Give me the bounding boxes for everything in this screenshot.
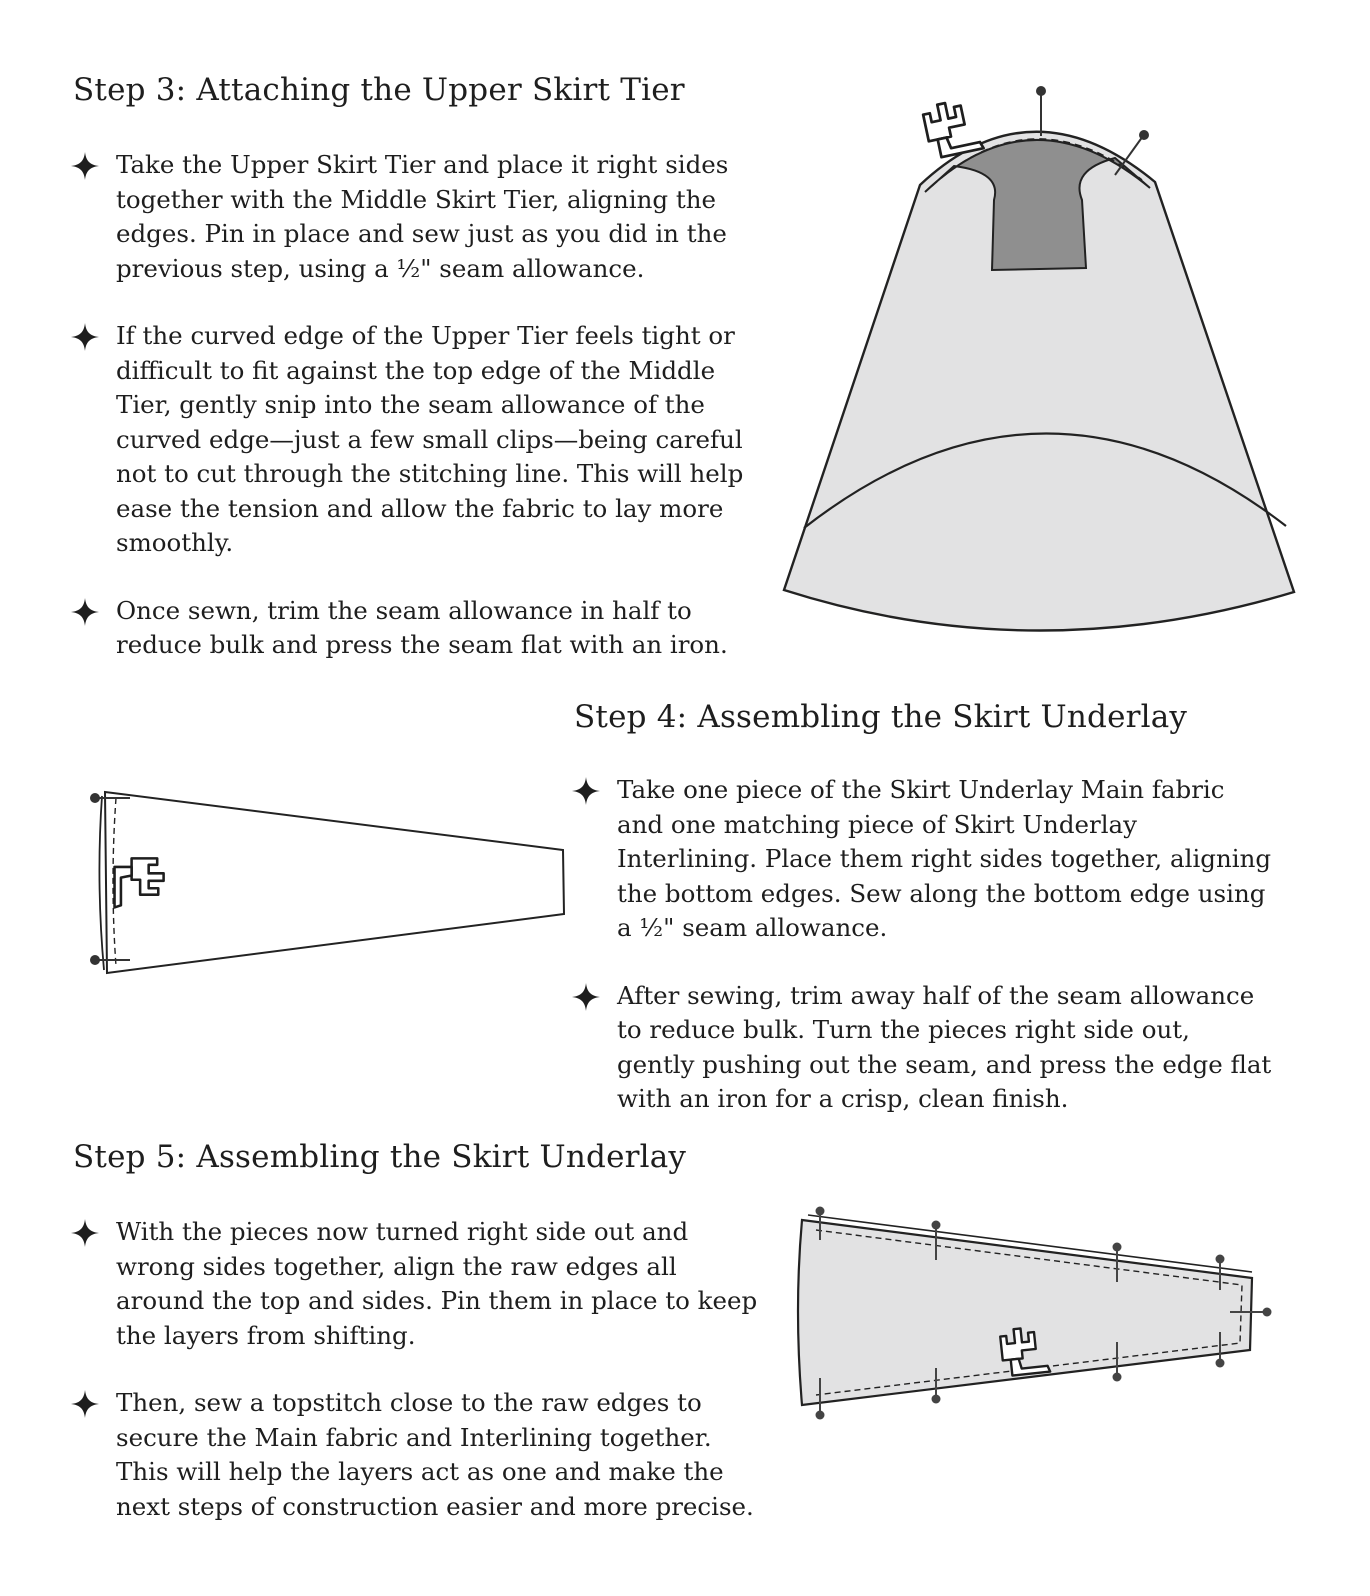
topstitch-underlay-illustration <box>790 1200 1280 1430</box>
step-text: Take one piece of the Skirt Underlay Main fabric and one matching piece of Skirt Underlay Interlining. Place them right sides together, aligning the bottom edges. Sew along the bottom edge using a ½" seam allowance. <box>617 775 1272 942</box>
list-item <box>73 319 763 561</box>
list-item <box>73 594 763 663</box>
step-5-section <box>73 1137 763 1557</box>
four-point-star-bullet-icon <box>70 597 100 627</box>
step-4-list <box>574 773 1274 1117</box>
step-text: Then, sew a topstitch close to the raw edges to secure the Main fabric and Interlining together. This will help the layers act as one and make the next steps of construction easier and more precise. <box>116 1388 754 1521</box>
step-text: If the curved edge of the Upper Tier feels tight or difficult to fit against the top edge of the Middle Tier, gently snip into the seam allowance of the curved edge—just a few small clips—being careful not to cut through the stitching line. This will help ease the tension and allow the fabric to lay more smoothly. <box>116 321 744 557</box>
four-point-star-bullet-icon <box>70 1389 100 1419</box>
underlay-sewing-illustration <box>80 780 580 990</box>
sewing-machine-presser-foot-icon <box>922 97 984 159</box>
list-item <box>73 1215 763 1353</box>
list-item <box>574 979 1274 1117</box>
step-text: With the pieces now turned right side out and wrong sides together, align the raw edges all around the top and sides. Pin them in place to keep the layers from shifting. <box>116 1217 758 1350</box>
step-text: After sewing, trim away half of the seam allowance to reduce bulk. Turn the pieces right side out, gently pushing out the seam, and press the edge flat with an iron for a crisp, clean finish. <box>617 980 1272 1113</box>
four-point-star-bullet-icon <box>70 1218 100 1248</box>
step-text: Once sewn, trim the seam allowance in half to reduce bulk and press the seam flat with an iron. <box>116 595 728 659</box>
step-4-section <box>574 697 1274 1150</box>
step-3-section <box>73 70 763 696</box>
step-3-title: Step 3: Attaching the Upper Skirt Tier <box>73 72 685 108</box>
list-item <box>73 1386 763 1524</box>
step-3-list <box>73 148 763 663</box>
step-5-list <box>73 1215 763 1524</box>
upper-tier-skirt-illustration <box>770 80 1310 650</box>
step-4-title: Step 4: Assembling the Skirt Underlay <box>574 699 1188 735</box>
step-5-title: Step 5: Assembling the Skirt Underlay <box>73 1139 687 1175</box>
four-point-star-bullet-icon <box>70 151 100 181</box>
list-item <box>574 773 1274 946</box>
four-point-star-bullet-icon <box>70 322 100 352</box>
step-text: Take the Upper Skirt Tier and place it right sides together with the Middle Skirt Tier, aligning the edges. Pin in place and sew just as you did in the previous step, using a ½" seam allowance. <box>116 150 729 283</box>
list-item <box>73 148 763 286</box>
